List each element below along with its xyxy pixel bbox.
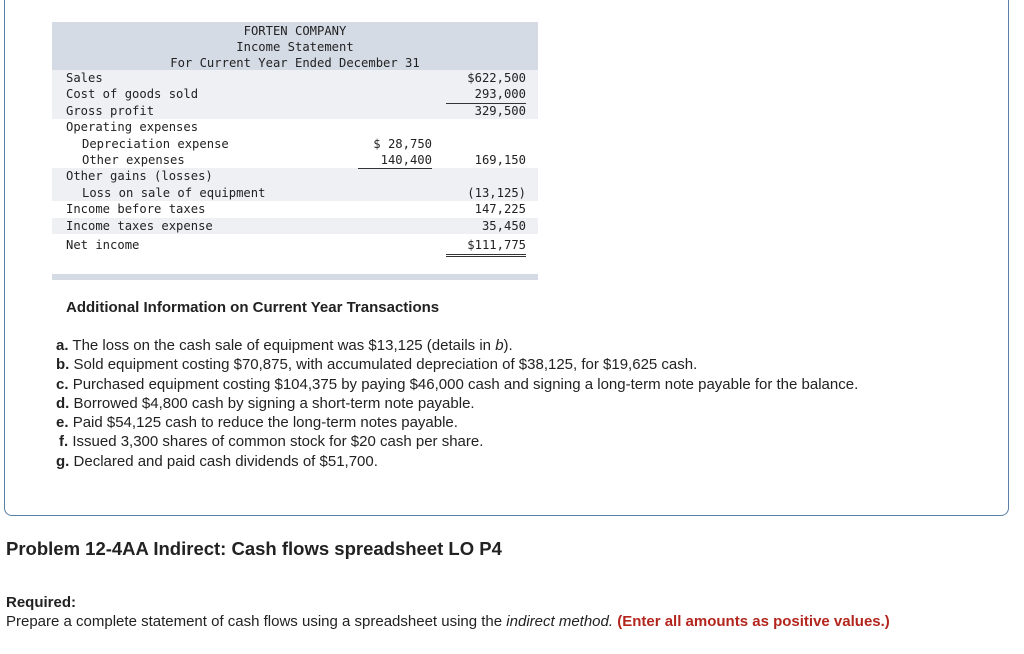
statement-row: Loss on sale of equipment (13,125) — [52, 185, 538, 201]
statement-row: Gross profit 329,500 — [66, 103, 526, 118]
statement-row: Net income $111,775 — [52, 234, 538, 256]
statement-row: Other expenses 140,400 169,150 — [52, 152, 538, 168]
required-label: Required: — [6, 594, 77, 611]
list-item: c. Purchased equipment costing $104,375 by paying $46,000 cash and signing a long-term note payable for the balance. — [56, 375, 859, 393]
statement-footer-bar — [52, 274, 538, 280]
statement-title: Income Statement — [236, 40, 354, 54]
statement-row: Other gains (losses) — [66, 169, 213, 184]
problem-title: Problem 12-4AA Indirect: Cash flows spreadsheet LO P4 — [6, 538, 502, 559]
list-item: f. Issued 3,300 shares of common stock for $20 cash per share. — [59, 433, 484, 451]
statement-row: Income before taxes 147,225 — [52, 201, 538, 217]
company-name: FORTEN COMPANY — [243, 24, 347, 38]
income-statement — [52, 22, 538, 280]
statement-row: Operating expenses — [52, 119, 538, 135]
list-item: e. Paid $54,125 cash to reduce the long-term notes payable. — [56, 414, 458, 432]
list-item: d. Borrowed $4,800 cash by signing a short-term note payable. — [56, 394, 475, 412]
list-item: b. Sold equipment costing $70,875, with accumulated depreciation of $38,125, for $19,625 cash. — [56, 356, 698, 374]
required-note: (Enter all amounts as positive values.) — [617, 613, 890, 630]
statement-header — [52, 22, 538, 71]
additional-info-list — [56, 336, 858, 471]
statement-row: Sales $622,500 — [66, 71, 526, 85]
required-text: Prepare a complete statement of cash flows using a spreadsheet using the indirect method. (Enter all amounts as positive values.) — [6, 613, 890, 630]
additional-info-title: Additional Information on Current Year Transactions — [66, 299, 440, 316]
statement-row: Income taxes expense 35,450 — [52, 218, 538, 234]
statement-body — [52, 70, 538, 256]
statement-row: Cost of goods sold 293,000 — [52, 86, 538, 102]
list-item: g. Declared and paid cash dividends of $51,700. — [56, 452, 378, 470]
list-item: a. The loss on the cash sale of equipment was $13,125 (details in b). — [56, 337, 513, 354]
statement-row: Depreciation expense $ 28,750 — [52, 136, 538, 152]
statement-period: For Current Year Ended December 31 — [170, 56, 420, 70]
